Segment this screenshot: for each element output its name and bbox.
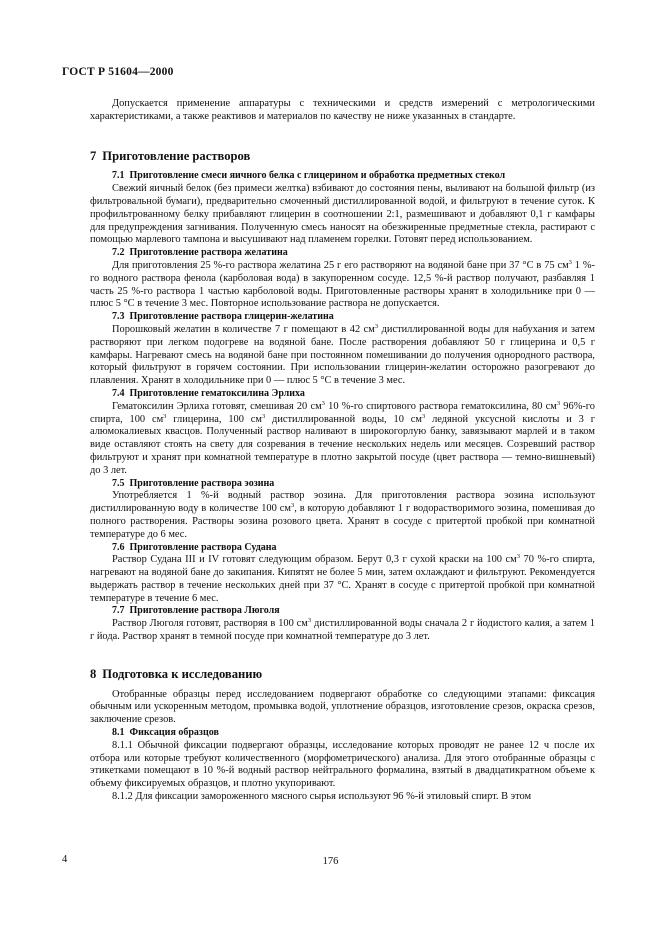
subsection-7-3-text [90,324,595,388]
subsection-8-1-title: Фиксация образцов [129,727,219,739]
section-8-title: Подготовка к исследованию [102,666,263,681]
subsection-7-5-number: 7.5 [112,477,125,489]
text-run: Раствор Судана III и IV готовят следующим образом. Берут 0,3 г сухой краски на 100 см [112,554,517,566]
subsection-7-5-title: Приготовление раствора эозина [129,477,275,489]
section-7-number: 7 [90,148,97,163]
subsection-7-4-title: Приготовление гематоксилина Эрлиха [129,387,305,399]
subsection-7-1-text: Свежий яичный белок (без примеси желтка) взбивают до состояния пены, выливают на большой фильтр (из фильтровальной бумаги), предварительно смоченный дистиллированной водой, и фильтруют в течение суток. К профильтрованному белку прибавляют глицерин в соотношении 2:1, размешивают и добавляют 0,1 г камфары для предупреждения загнивания. Полученную смесь наносят на обезжиренные предметные стекла, растирают с помощью марлевого тампона и высушивают над пламенем горелки. Готовят перед использованием. [90,183,595,246]
section-8-number: 8 [90,666,97,681]
subsection-7-1-heading [90,170,595,183]
text-run: дистиллированной воды сначала 2 г йодистого калия, а затем 1 г йода. Раствор хранят в темной посуде при комнатной температуре до 3 лет. [90,618,596,643]
text-run: Употребляется 1 %-й водный раствор эозина. Для приготовления раствора эозина используют дистиллированную воду в количестве 100 см [90,490,595,515]
text-run: 70 %-го спирта, нагревают на водяной бане до закипания. Кипятят не более 5 мин, затем охлаждают и фильтруют. Рекомендуется выдержать раствор в течение нескольких дней при 37 °С. Хранят в сосуде с притертой пробкой при комнатной температуре в течение 6 мес. [90,554,595,604]
text-run: ледяной уксусной кислоты и 3 г алюмокалиевых квасцов. Полученный раствор наливают в широкогорлую банку, завязывают марлей и в таком виде оставляют стоять на свету для созревания в течение нескольких недель или месяцев. Созревший раствор фильтруют и хранят при комнатной температуре в плотно закрытой посуде (цвет раствора — темно-вишневый) до 3 лет. [90,413,596,476]
superscript: 3 [421,412,426,420]
section-8 [90,668,595,804]
subsection-7-2-title: Приготовление раствора желатина [129,247,288,259]
text-run: дистиллированной воды, 10 см [265,413,422,425]
subsection-7-7-title: Приготовление раствора Люголя [129,605,280,617]
subsection-7-2-heading [90,247,595,260]
intro-paragraph: Допускается применение аппаратуры с техническими и средств измерений с метрологическими характеристиками, а также реактивов и материалов по качеству не ниже указанных в стандарте. [90,98,595,122]
text-run: Гематоксилин Эрлиха готовят, смешивая 20 см [112,400,322,412]
subsection-7-7-number: 7.7 [112,605,125,617]
subsection-7-4-number: 7.4 [112,387,125,399]
document-header: ГОСТ Р 51604—2000 [62,66,174,78]
section-7-heading [90,150,595,163]
subsection-7-5-text [90,490,595,541]
subsection-7-5-heading [90,478,595,491]
text-run: дистиллированной воды для набухания и затем растворяют при легком подогреве на водяной бане. После растворения добавляют 50 г глицерина и 0,5 г камфары. Нагревают смесь на водяной бане при постоянном помешивании до получения однородного раствора, который фильтруют в горячем состоянии. При использовании глицерин-желатин осторожно разогревают до плавления. Хранят в холодильнике при 0 — плюс 5 °С в течение 3 мес. [90,323,595,387]
text-run: 10 %-го спиртового раствора гематоксилина, 80 см [324,400,557,412]
subsection-7-3-heading [90,311,595,324]
subsection-7-6-title: Приготовление раствора Судана [129,541,277,553]
subsection-7-4-text [90,401,595,478]
text-run: 96%-го спирта, 100 см [90,400,596,425]
superscript: 3 [290,502,295,510]
text-run: Раствор Люголя готовят, растворяя в 100 см [112,618,308,630]
subsection-7-6-text [90,554,595,605]
subsection-7-6-number: 7.6 [112,541,125,553]
page-content [90,98,595,804]
subsection-7-7-text [90,618,595,644]
superscript: 3 [516,553,520,561]
subsection-7-1-number: 7.1 [112,170,125,182]
superscript: 3 [556,399,561,407]
subsection-7-3-number: 7.3 [112,311,125,323]
section-8-heading [90,668,595,681]
page-number-left: 4 [62,854,68,865]
subsection-7-1-title: Приготовление смеси яичного белка с глицерином и обработка предметных стекол [129,170,506,182]
subsection-7-3-title: Приготовление раствора глицерин-желатина [129,311,334,323]
subsection-7-2-number: 7.2 [112,247,125,259]
superscript: 3 [307,617,312,625]
text-run: , в которую добавляют 1 г водорастворимого эозина, помешивая до полного растворения. Растворы эозина розового цвета. Хранят в сосуде с притертой пробкой при комнатной температуре до 6 мес. [90,503,595,540]
subsection-7-4-heading [90,388,595,401]
superscript: 3 [261,412,266,420]
superscript: 3 [163,412,167,420]
subsection-8-1-heading [90,727,595,740]
section-7-title: Приготовление растворов [102,148,251,163]
subsection-7-7-heading [90,605,595,618]
text-run: глицерина, 100 см [166,413,262,425]
text-run: 1 %-го водного раствора фенола (карболовая вода) в закупоренном сосуде. 12,5 %-й раствор получают, разбавляя 1 часть 25 %-го раствора 1 частью карболовой воды. Приготовленные растворы хранят в холодильнике при 0 — плюс 5 °С в течение 3 мес. Повторное использование раствора не допускается. [90,259,595,310]
subsection-8-1-number: 8.1 [112,727,125,739]
clause-8-1-1-text: 8.1.1 Обычной фиксации подвергают образцы, исследование которых проводят не ранее 12 ч после их отбора или которые требуют количественного (морфометрического) анализа. Для этого отобранные образцы с этикетками помещают в 10 %-й водный раствор нейтрального формалина, взятый в двадцатикратном объеме к объему фиксируемых образцов, и плотно укупоривают. [90,739,595,790]
subsection-7-2-text [90,260,595,311]
text-run: Для приготовления 25 %-го раствора желатина 25 г его растворяют на водяной бане при 37 °С в 75 см [112,259,569,271]
superscript: 3 [568,258,572,266]
text-run: Порошковый желатин в количестве 7 г помещают в 42 см [112,323,375,335]
superscript: 3 [374,322,379,330]
page-number-center: 176 [322,856,339,867]
section-8-intro-text: Отобранные образцы перед исследованием подвергают обработке со следующими этапами: фиксация обычным или ускоренным методом, промывка водой, уплотнение образцов, изготовление срезов, окраска срезов, заключение срезов. [90,688,595,726]
superscript: 3 [321,399,325,407]
clause-8-1-2-text: 8.1.2 Для фиксации замороженного мясного сырья используют 96 %-й этиловый спирт. В этом [112,791,532,803]
